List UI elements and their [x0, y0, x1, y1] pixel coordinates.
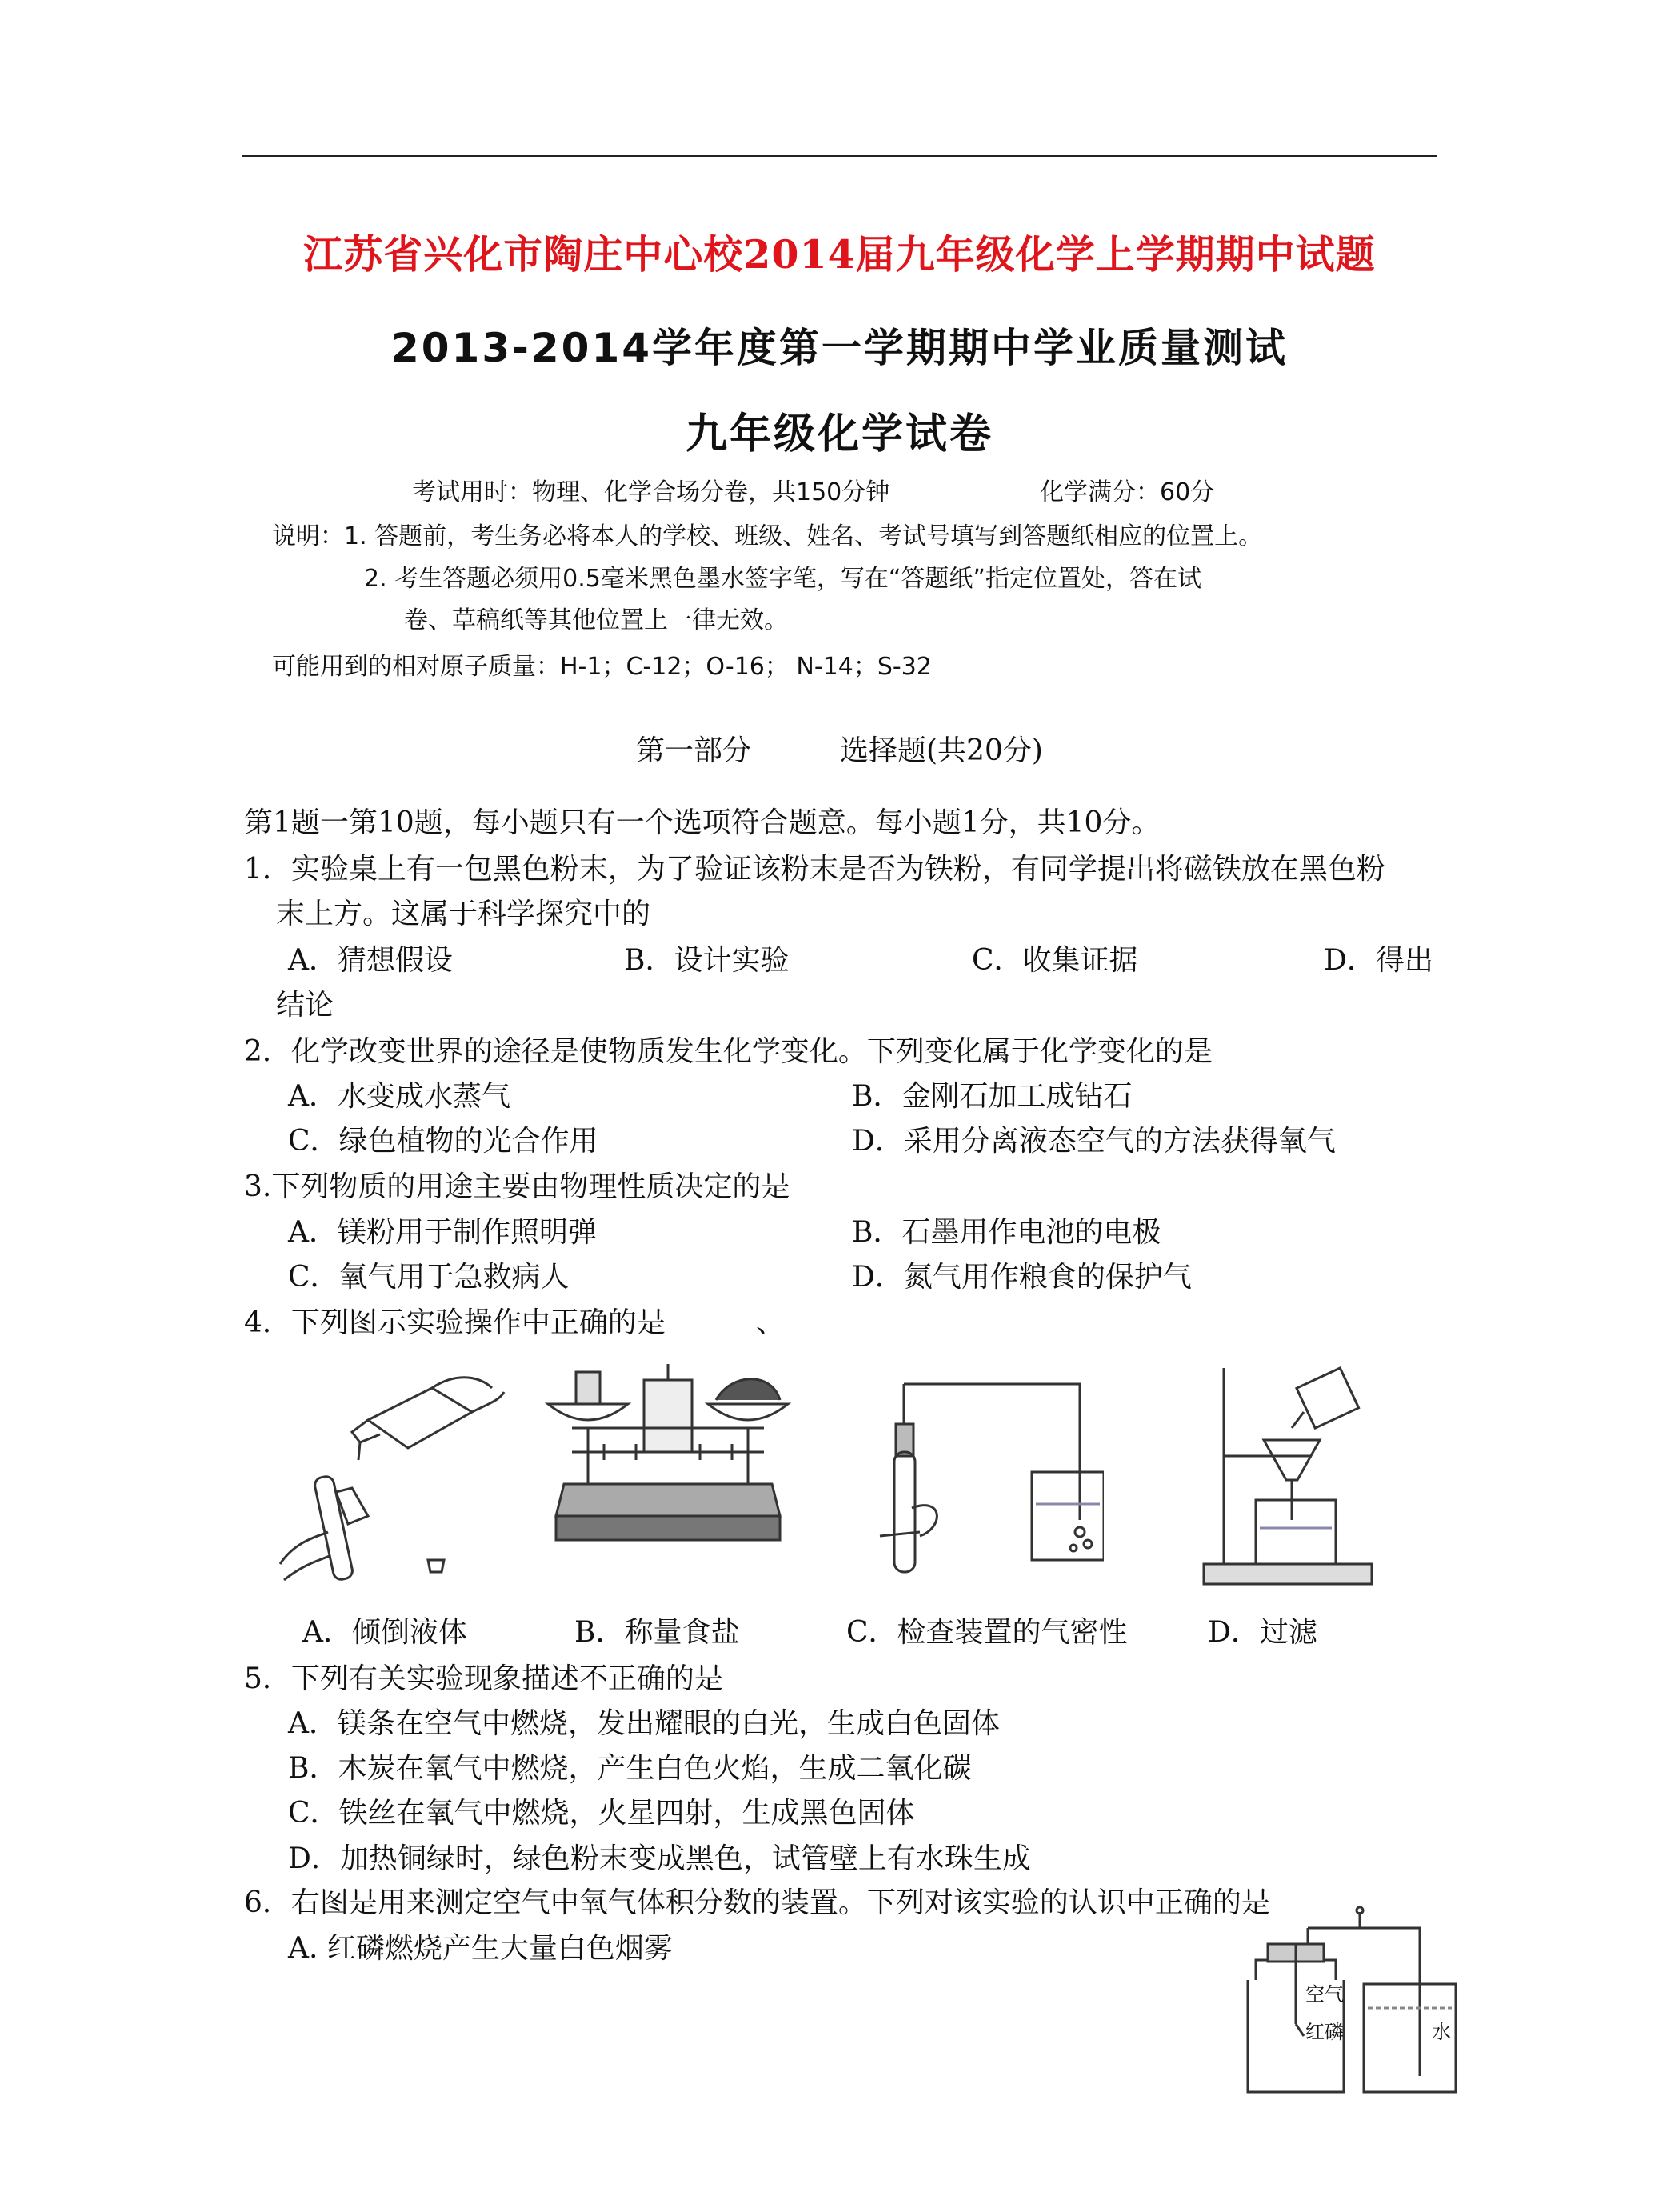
pouring-liquid-figure — [272, 1356, 512, 1588]
q5-option-d: D．加热铜绿时，绿色粉末变成黑色，试管壁上有水珠生成 — [288, 1842, 1031, 1875]
q5-option-b: B．木炭在氧气中燃烧，产生白色火焰，生成二氧化碳 — [288, 1752, 972, 1785]
q3-option-a: A．镁粉用于制作照明弹 — [288, 1216, 597, 1249]
label-water: 水 — [1432, 2021, 1451, 2043]
q2-option-c: C．绿色植物的光合作用 — [288, 1125, 598, 1158]
q1-option-d: D．得出 — [1324, 944, 1433, 977]
paper-title: 九年级化学试卷 — [685, 410, 993, 458]
q2-option-a: A．水变成水蒸气 — [288, 1080, 510, 1113]
q5-stem: 5．下列有关实验现象描述不正确的是 — [244, 1662, 723, 1695]
balance-scale-figure — [540, 1356, 796, 1572]
q1-option-a: A．猜想假设 — [288, 944, 453, 977]
instruction-note-2a: 2. 考生答题必须用0.5毫米黑色墨水签字笔，写在“答题纸”指定位置处，答在试 — [364, 565, 1201, 593]
full-score-line: 化学满分：60分 — [1040, 478, 1215, 506]
q4-option-d: D．过滤 — [1208, 1616, 1317, 1649]
q6-option-a: A. 红磷燃烧产生大量白色烟雾 — [288, 1932, 673, 1965]
q2-stem: 2．化学改变世界的途径是使物质发生化学变化。下列变化属于化学变化的是 — [244, 1035, 1213, 1068]
q5-option-c: C．铁丝在氧气中燃烧，火星四射，生成黑色固体 — [288, 1797, 915, 1830]
q1-option-d-continued: 结论 — [276, 989, 334, 1022]
airtightness-check-figure — [872, 1376, 1104, 1584]
q3-option-b: B．石墨用作电池的电极 — [852, 1216, 1161, 1249]
filtration-figure — [1200, 1360, 1376, 1592]
part-title: 第一部分 — [636, 734, 752, 767]
instruction-note-2b: 卷、草稿纸等其他位置上一律无效。 — [404, 606, 788, 634]
label-red-phosphorus: 红磷 — [1305, 2021, 1344, 2043]
q3-option-c: C．氧气用于急救病人 — [288, 1261, 570, 1294]
label-air: 空气 — [1305, 1983, 1344, 2006]
q3-option-d: D．氮气用作粮食的保护气 — [852, 1261, 1192, 1294]
exam-time-line: 考试用时：物理、化学合场分卷，共150分钟 — [412, 478, 890, 506]
section-instructions: 第1题一第10题，每小题只有一个选项符合题意。每小题1分，共10分。 — [244, 806, 1161, 839]
q1-option-c: C．收集证据 — [972, 944, 1138, 977]
q1-option-b: B．设计实验 — [624, 944, 790, 977]
q4-option-b: B．称量食盐 — [574, 1616, 740, 1649]
q3-stem: 3.下列物质的用途主要由物理性质决定的是 — [244, 1170, 790, 1203]
q4-mark: 、 — [756, 1306, 786, 1339]
header-rule — [242, 155, 1437, 157]
q2-option-b: B．金刚石加工成钻石 — [852, 1080, 1133, 1113]
exam-title: 2013-2014学年度第一学期期中学业质量测试 — [390, 325, 1289, 371]
q4-stem: 4．下列图示实验操作中正确的是 — [244, 1306, 666, 1339]
atomic-masses-line: 可能用到的相对原子质量：H-1；C-12；O-16； N-14；S-32 — [272, 653, 932, 681]
q1-stem-line2: 末上方。这属于科学探究中的 — [276, 898, 651, 930]
q6-stem: 6．右图是用来测定空气中氧气体积分数的装置。下列对该实验的认识中正确的是 — [244, 1886, 1270, 1919]
oxygen-measurement-apparatus-figure — [1232, 1904, 1472, 2104]
q4-option-c: C．检查装置的气密性 — [846, 1616, 1128, 1649]
q4-option-a: A．倾倒液体 — [302, 1616, 467, 1649]
instruction-note-1: 说明：1. 答题前，考生务必将本人的学校、班级、姓名、考试号填写到答题纸相应的位置上。 — [272, 522, 1263, 550]
q2-option-d: D．采用分离液态空气的方法获得氧气 — [852, 1125, 1336, 1158]
document-title: 江苏省兴化市陶庄中心校2014届九年级化学上学期期中试题 — [303, 231, 1376, 278]
q1-stem-line1: 1．实验桌上有一包黑色粉末，为了验证该粉末是否为铁粉，有同学提出将磁铁放在黑色粉 — [244, 853, 1385, 886]
q5-option-a: A．镁条在空气中燃烧，发出耀眼的白光，生成白色固体 — [288, 1707, 1000, 1740]
part-subtitle: 选择题(共20分) — [840, 734, 1043, 767]
